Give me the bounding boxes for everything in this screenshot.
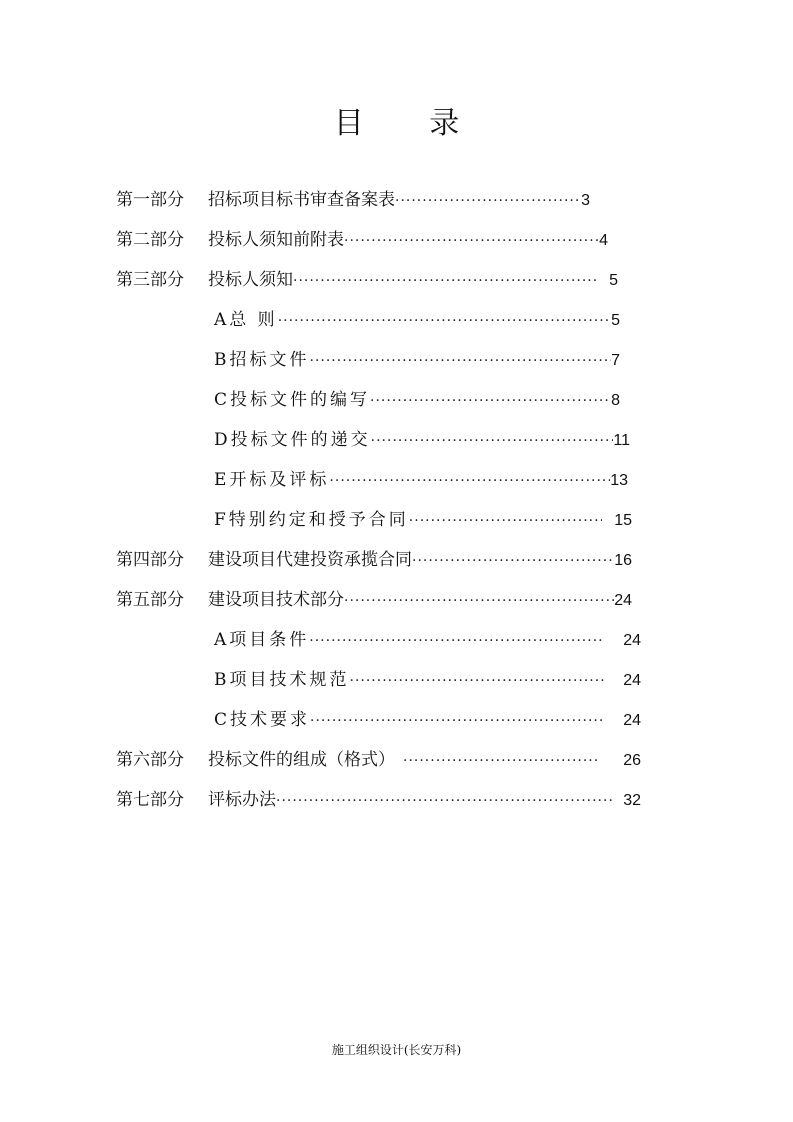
toc-part-label: 第七部分 [116,790,184,810]
toc-page-number: 5 [611,312,620,329]
toc-page-number: 26 [623,752,641,769]
toc-entry-label: D投标文件的递交 [214,430,371,450]
toc-page-number: 11 [613,432,630,449]
dot-leader [278,309,611,333]
dot-leader [371,429,614,453]
toc-entry-label: C技术要求 [214,710,311,730]
toc-page-number: 3 [581,192,590,209]
dot-leader [310,709,605,733]
toc-entry-label: 建设项目技术部分 [208,590,344,610]
toc-part-label: 第三部分 [116,270,184,290]
dot-leader [293,269,599,293]
toc-part-label: 第二部分 [116,230,184,250]
toc-entry-label: A总 则 [214,310,278,330]
toc-part-label: 第六部分 [116,750,184,770]
toc-entry-label: B项目技术规范 [214,670,350,690]
toc-page-number: 24 [614,592,632,609]
dot-leader [276,789,613,813]
toc-page-number: 4 [599,232,608,249]
toc-part-label: 第四部分 [116,550,184,570]
dot-leader [344,589,614,613]
toc-entry-label: 投标人须知 [208,270,293,290]
toc-entry-label: 建设项目代建投资承揽合同 [208,550,412,570]
toc-entry-label: C投标文件的编写 [214,390,371,410]
dot-leader [329,469,610,493]
dot-leader [370,389,611,413]
page-footer: 施工组织设计(长安万科) [331,1043,462,1057]
toc-page-number: 16 [614,552,632,569]
toc-entry-label: 投标文件的组成（格式） [208,750,395,770]
toc-part-label: 第一部分 [116,190,184,210]
dot-leader [395,189,581,213]
dot-leader [350,669,606,693]
toc-page-number: 32 [623,792,641,809]
toc-entry-label: 评标办法 [208,790,276,810]
toc-page-number: 8 [611,392,620,409]
toc-entry-label: E开标及评标 [214,470,330,490]
toc-page-number: 15 [614,512,632,529]
dot-leader [403,749,599,773]
dot-leader [309,629,605,653]
dot-leader [409,509,602,533]
toc-page-number: 24 [623,672,641,689]
dot-leader [412,549,614,573]
toc-page-number: 7 [611,352,620,369]
toc-entry-label: 投标人须知前附表 [208,230,344,250]
toc-entry-label: A项目条件 [214,630,310,650]
toc-entry-label: 招标项目标书审查备案表 [208,190,395,210]
dot-leader [310,349,612,373]
toc-part-label: 第五部分 [116,590,184,610]
dot-leader [344,229,599,253]
toc-page-number: 24 [623,632,641,649]
toc-entry-label: B招标文件 [214,350,310,370]
toc-entry-label: F特别约定和授予合同 [214,510,409,530]
toc-page-number: 5 [609,272,618,289]
toc-page-number: 24 [623,712,641,729]
page-title: 目 录 [333,106,488,141]
toc-page-number: 13 [610,472,628,489]
